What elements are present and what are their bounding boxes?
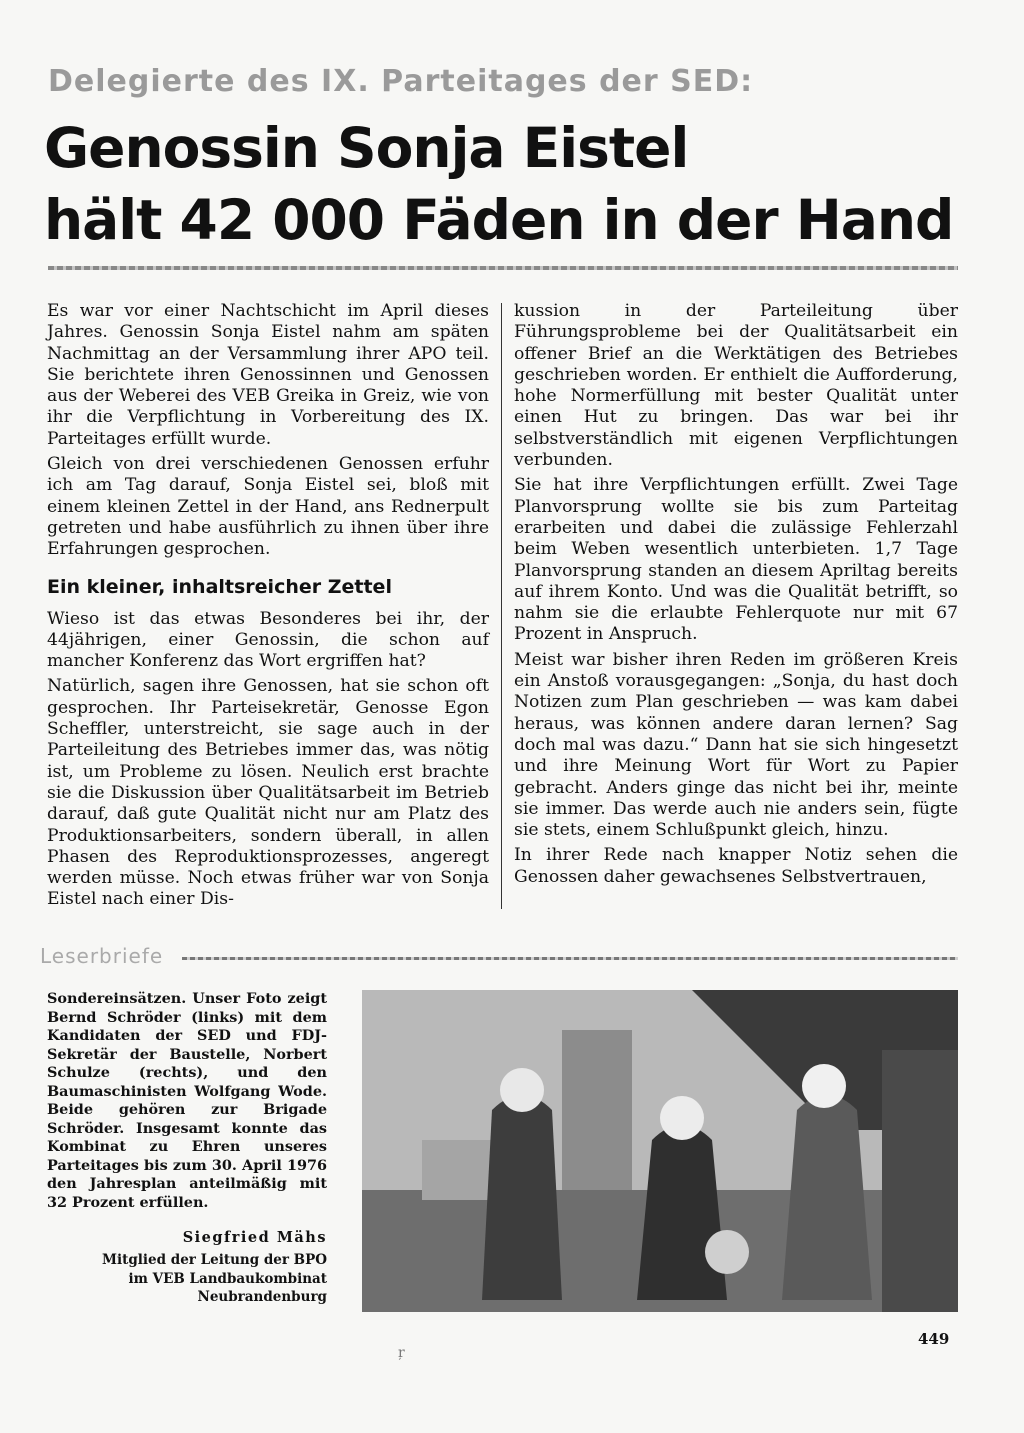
author-role-line: Mitglied der Leitung der BPO — [102, 1252, 327, 1268]
worker-left — [482, 1095, 562, 1300]
headline-divider — [48, 266, 958, 270]
photo-structure — [882, 1050, 958, 1312]
paragraph: Meist war bisher ihren Reden im größeren Kreis ein Anstoß vorausgegangen: „Sonja, du hast doch Notizen zum Plan geschrieben — was kam dabei heraus, was können andere daran lernen? Sag doch mal was dazu.“ Dann hat sie sich hingesetzt und ihre Meinung Wort für Wort zu Papier gebracht. Anders ginge das nicht bei ihr, meinte sie immer. Das werde auch nie anders sein, fügte sie stets, einem Schlußpunkt gleich, hinzu. — [514, 649, 958, 841]
paragraph: kussion in der Parteileitung über Führungsprobleme bei der Qualitätsarbeit ein offener Brief an die Werktätigen des Betriebes geschrieben worden. Er enthielt die Aufforderung, hohe Normerfüllung mit bester Qualität unter einen Hut zu bringen. Das war bei ihr selbstverständlich mit eigenen Verpflichtungen verbunden. — [514, 301, 958, 471]
paragraph: Wieso ist das etwas Besonderes bei ihr, der 44jährigen, einer Genossin, die schon auf mancher Konferenz das Wort ergriffen hat? — [47, 608, 489, 672]
hardhat-right — [802, 1064, 846, 1108]
paragraph: In ihrer Rede nach knapper Notiz sehen die Genossen daher gewachsenes Selbstvertrauen, — [514, 845, 958, 887]
hardhat-middle — [660, 1096, 704, 1140]
photo-silo — [562, 1030, 632, 1190]
author-role-line: im VEB Landbaukombinat — [128, 1270, 327, 1287]
kicker-line: Delegierte des IX. Parteitages der SED: — [48, 64, 754, 99]
headline-line-2: hält 42 000 Fäden in der Hand — [44, 188, 954, 252]
page-number: 449 — [918, 1330, 950, 1348]
photo-illustration — [362, 990, 958, 1312]
hardhat-left — [500, 1068, 544, 1112]
author-role — [47, 1251, 327, 1307]
article-column-right — [514, 301, 958, 892]
article-column-left — [47, 301, 489, 915]
paragraph: Natürlich, sagen ihre Genossen, hat sie schon oft gesprochen. Ihr Parteisekretär, Genosse Egon Scheffler, unterstreicht, sie sage auch in der Parteileitung des Betriebes immer das, was nötig ist, um Probleme zu lösen. Neulich erst brachte sie die Diskussion über Qualitätsarbeit im Betrieb darauf, daß gute Qualität nicht nur am Platz des Produktionsarbeiters, sondern überall, in allen Phasen des Reproduktionsprozesses, angeregt werden müsse. Noch etwas früher war von Sonja Eistel nach einer Dis- — [47, 676, 489, 910]
section-label-leserbriefe: Leserbriefe — [40, 944, 164, 968]
section-subheading: Ein kleiner, inhaltsreicher Zettel — [47, 575, 392, 598]
column-divider — [501, 303, 502, 909]
paragraph: Gleich von drei verschiedenen Genossen erfuhr ich am Tag darauf, Sonja Eistel sei, bloß mit einem kleinen Zettel in der Hand, ans Rednerpult getreten und habe ausführlich zu ihnen über ihre Erfahrungen gesprochen. — [47, 454, 489, 560]
headline-line-1: Genossin Sonja Eistel — [44, 116, 689, 180]
pump-motor — [705, 1230, 749, 1274]
author-role-line: Neubrandenburg — [197, 1289, 327, 1305]
print-mark: ŗ — [398, 1345, 405, 1361]
photo-construction-workers — [362, 990, 958, 1312]
paragraph: Sie hat ihre Verpflichtungen erfüllt. Zwei Tage Planvorsprung wollte sie bis zum Parteitag erarbeiten und dabei die zulässige Fehlerzahl beim Weben wesentlich unterbieten. 1,7 Tage Planvorsprung standen an diesem Apriltag bereits auf ihrem Konto. Und was die Qualität betrifft, so nahm sie die erlaubte Fehlerquote nur mit 67 Prozent in Anspruch. — [514, 475, 958, 645]
photo-caption — [47, 990, 327, 1212]
author-name: Siegfried Mähs — [182, 1229, 327, 1246]
section-divider — [182, 957, 958, 960]
paragraph: Es war vor einer Nachtschicht im April dieses Jahres. Genossin Sonja Eistel nahm am späten Nachmittag an der Versammlung ihrer APO teil. Sie berichtete ihren Genossinnen und Genossen aus der Weberei des VEB Greika in Greiz, wie von ihr die Verpflichtung in Vorbereitung des IX. Parteitages erfüllt wurde. — [47, 301, 489, 449]
caption-text: Sondereinsätzen. Unser Foto zeigt Bernd Schröder (links) mit dem Kandidaten der SED und FDJ-Sekretär der Baustelle, Norbert Schulze (rechts), und den Baumaschinisten Wolfgang Wode. Beide gehören zur Brigade Schröder. Insgesamt konnte das Kombinat zu Ehren unseres Parteitages bis zum 30. April 1976 den Jahresplan anteilmäßig mit 32 Prozent erfüllen. — [47, 990, 327, 1211]
headline — [44, 112, 953, 256]
